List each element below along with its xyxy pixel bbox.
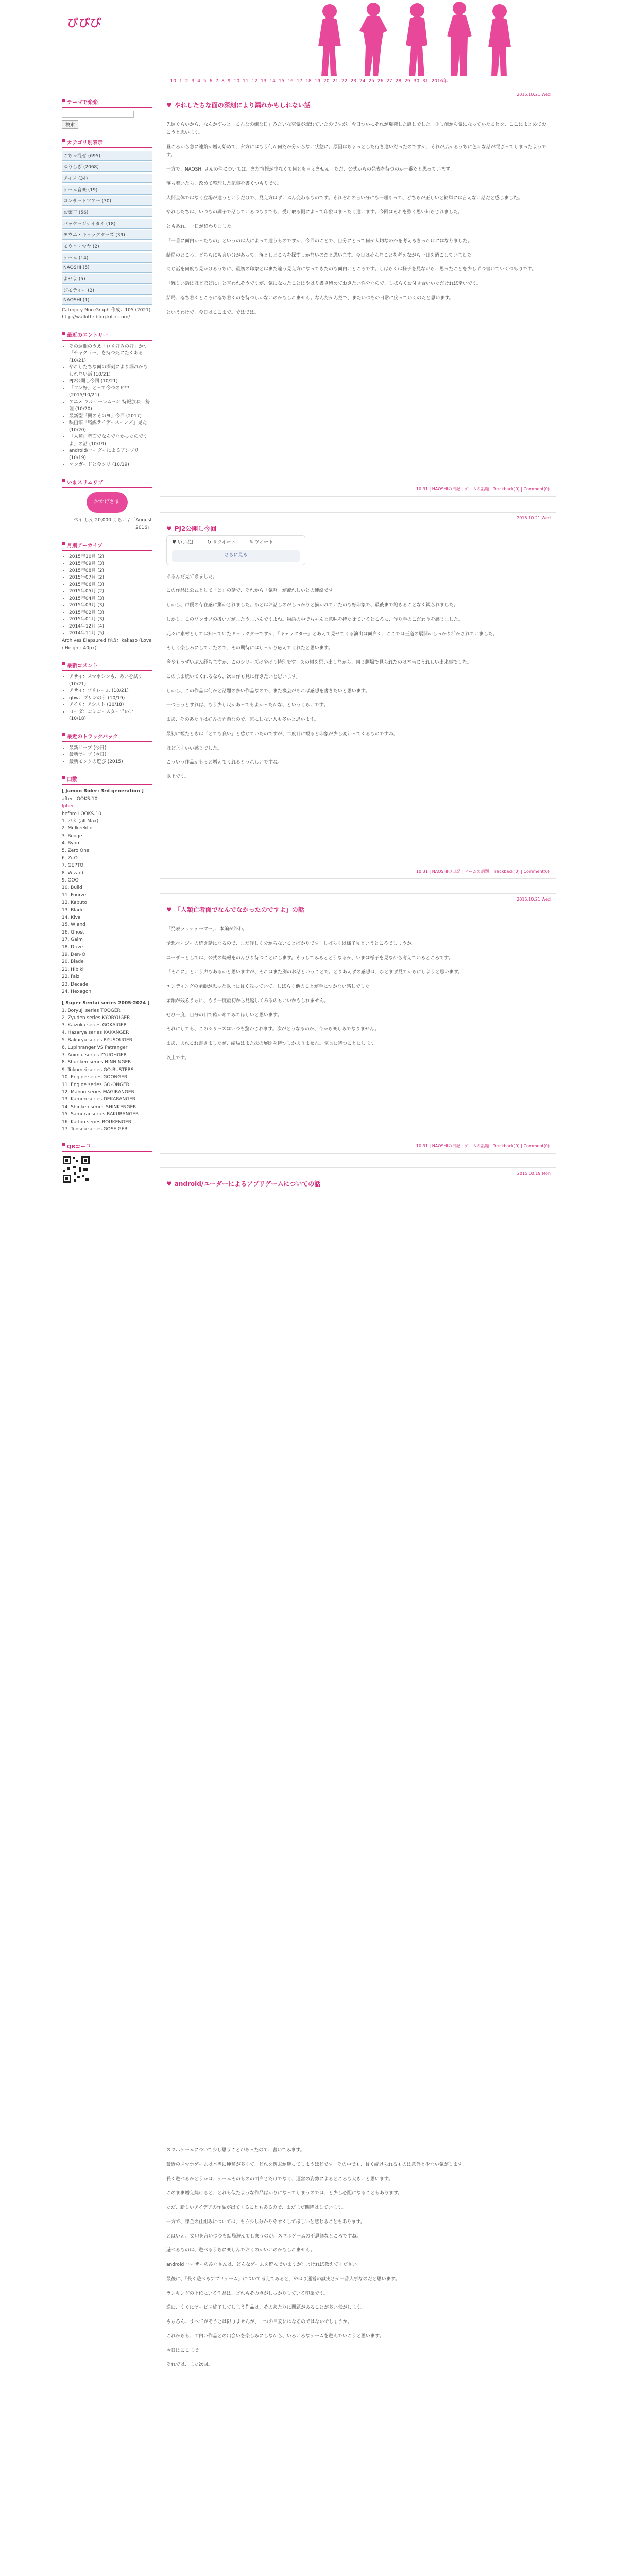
share-more-button[interactable]: さらに見る [172, 550, 300, 562]
calendar-day-link[interactable]: 13 [260, 79, 267, 84]
archive-note: Archives Elapsured 作成：kakaso (Love / Height: 40px) [62, 638, 152, 651]
gallery-item: 9. Tokumei series GO-BUSTERS [62, 1067, 134, 1073]
gallery-item: 8. Shuriken series NINNINGER [62, 1060, 131, 1065]
gallery-item: 6. Zi-O [62, 855, 78, 861]
gallery-item: 16. Ghost [62, 929, 84, 935]
link-separator: | [519, 869, 524, 874]
post-paragraph: 遊べるものは、遊べるうちに楽しんでおくのがいいのかもしれません。 [166, 2248, 315, 2253]
category-item[interactable]: コンサートツアー (30) [62, 196, 152, 206]
post-footer-links[interactable] [416, 486, 550, 492]
post-paragraph: 結局、落ち着くところに落ち着くのを待つしかないのかもしれません。なんだかんだで、またいつもの日常に戻っていくのだと思います。 [166, 295, 454, 301]
link-separator: | [427, 1144, 432, 1148]
category-item[interactable]: ジモティー (2) [62, 285, 152, 295]
list-item[interactable]: • 2015年01月 (3) [69, 616, 152, 623]
calendar-day-link[interactable]: 18 [305, 79, 312, 84]
post-footer-link[interactable]: Comment(0) [523, 1144, 550, 1148]
list-item[interactable]: • アサイ：プリレーム (10/21) [69, 688, 152, 695]
post-title[interactable]: ♥ android/ユーダーによるアプリゲームについての話 [166, 1179, 320, 1188]
gallery-item: 16. Kaitou series BOUKENGER [62, 1119, 131, 1125]
archive-list [62, 554, 152, 637]
post-paragraph: あるんだ見てきました。 [166, 574, 218, 580]
calendar-day-link[interactable]: 30 [413, 79, 420, 84]
gallery-item: 5. Bakuryu series RYUSOUGER [62, 1038, 132, 1043]
gallery-title: [ Jumon Rider: 3rd generation ] [62, 789, 144, 794]
post-title[interactable]: ♥ PJ2公開し今回 [166, 524, 216, 533]
post-footer-link[interactable]: NAOSHIの日記 [432, 487, 460, 492]
post-paragraph: やれしたちは、いつもの調子で話しているつもりでも、受け取る側によって印象はまったく違います。今回はそれを強く思い知らされました。 [166, 210, 463, 215]
blog-post [160, 1167, 556, 2576]
post-paragraph: このまま続いてくれるなら、次回作も見に行きたいと思います。 [166, 674, 301, 680]
list-item[interactable]: • 「ワン好」とって今つのピ中 (2015/10/21) [69, 385, 152, 399]
post-footer-links[interactable] [416, 869, 550, 874]
category-item[interactable]: ゲーム音楽 (19) [62, 185, 152, 195]
list-item[interactable]: • 2015年05月 (2) [69, 588, 152, 596]
post-paragraph: 余韻が残るうちに、もう一度最初から見返してみるのもいいかもしれません。 [166, 998, 329, 1004]
post-footer-link[interactable]: NAOSHIの日記 [432, 1144, 460, 1148]
list-item[interactable]: • 2015年08月 (2) [69, 568, 152, 575]
blog-post [160, 512, 556, 879]
like-label: いいね! [177, 540, 194, 545]
post-paragraph: このまま増え続けると、どれも似たような作品ばかりになってしまうのでは、と少し心配になることもあります。 [166, 2191, 403, 2196]
post-paragraph: それにしても、このシリーズはいつも驚かされます。次がどうなるのか、今から楽しみでなりません。 [166, 1027, 380, 1032]
calendar-day-link[interactable]: 12 [251, 79, 258, 84]
post-paragraph: ユーザーとしては、公式の続報をのんびり待つことにします。そうしてみるとどうなるか、いまは様子を見ながら考えているところです。 [166, 955, 453, 961]
gallery-item: 22. Faiz [62, 974, 80, 980]
post-body [166, 2147, 548, 2376]
gallery-item: 15. Samurai series BAKURANGER [62, 1112, 139, 1117]
gallery-item: 14. Shinken series SHINKENGER [62, 1104, 136, 1110]
gallery-item: 23. Decade [62, 981, 89, 987]
archive-heading: 月別アーカイブ [62, 540, 152, 551]
calendar-year: 2016年 [431, 79, 448, 84]
gallery-item: 12. Mahou series MAGIRANGER [62, 1089, 134, 1095]
gallery-item: 14. Kiva [62, 914, 81, 920]
post-paragraph: 最初に観たときは「とても良い」と感じていたのですが、二度目に観ると印象が少し変わってくるものですね。 [166, 731, 398, 737]
link-separator: | [519, 487, 524, 492]
post-paragraph: もちろん、すべてがそうとは限りませんが、一つの目安にはなるのではないでしょうか。 [166, 2319, 352, 2325]
category-item[interactable]: モウニ・マヤ (2) [62, 242, 152, 251]
post-paragraph: 人間全体ではなく立場が違うというだけで、見え方はずいぶん変わるものです。それぞれの言い分にも一理あって、どちらが正しいと簡単には言えない話だと感じました。 [166, 195, 523, 201]
calendar-day-link[interactable]: 4 [197, 79, 200, 84]
category-item[interactable]: よせよ (5) [62, 274, 152, 284]
link-separator: | [460, 1144, 465, 1148]
post-paragraph: 「難しい話はほどほどに」と言われそうですが、気になったことはやはり書き留めておきたい性分なので、しばらくお付き合いいただければ幸いです。 [166, 281, 482, 286]
post-paragraph: 以上です。 [166, 1055, 190, 1061]
calendar-day-link[interactable]: 5 [203, 79, 207, 84]
gallery-item: 24. Hexagon [62, 989, 92, 994]
gallery-item: 11. Fourze [62, 892, 87, 898]
gallery-item: 17. Gaim [62, 937, 83, 943]
post-footer-link[interactable]: ゲームの話題 [464, 487, 489, 492]
post-paragraph: 「発表ラッテテーマー」、本編が終わ。 [166, 927, 247, 932]
gallery-sub2: before LOOKS-10 [62, 811, 102, 817]
post-paragraph: 先週ぐらいから、なんかずっと「こんなの嫌な日」みたいな空気が流れていたのですが、今日ついにそれが爆発した感じでした。少し前から気になっていたことを、ここにまとめておこうと思います。 [166, 122, 546, 135]
post-paragraph: 逆に、すぐにサービス終了してしまう作品は、そのあたりに問題があることが多い気がします。 [166, 2305, 366, 2311]
post-paragraph: まあ、そのあたりは好みの問題なので、気にしない人も多いと思います。 [166, 717, 319, 722]
post-paragraph: 元々に素材としては知っていたキャラクターですが、「キャラクター」とあえて見せてくる演出は面白く、ここでは王道の展開がしっかり活かされていました。 [166, 631, 497, 637]
gallery-title-2: [ Super Sentai series 2005-2024 ] [62, 1001, 150, 1006]
qr-heading: QRコード [62, 1141, 152, 1152]
post-footer-link[interactable]: NAOSHIの日記 [432, 869, 460, 874]
list-item[interactable]: • ヨーダ：コンコースターでいい (10/18) [69, 709, 152, 723]
header-silhouette-graphic [268, 0, 546, 77]
calendar-month: 10 [170, 79, 176, 84]
post-paragraph: 予想ページーの続き話になるので、まだ詳しく分からないことばかりです。しばらくは様子見というところでしょうか。 [166, 941, 416, 946]
post-footer-link[interactable]: 10:31 [416, 487, 428, 492]
post-paragraph: それでは、また次回。 [166, 2362, 213, 2368]
post-paragraph: 落ち着いたら、改めて整理した記事を書くつもりです。 [166, 181, 282, 187]
list-item[interactable]: • 2015年03月 (3) [69, 602, 152, 609]
post-paragraph: ただ、新しいアイデアの作品が出てくることもあるので、まだまだ期待はしています。 [166, 2205, 347, 2210]
gallery-item: 3. Kaizoku series GOKAIGER [62, 1023, 127, 1028]
gallery-item: 7. GEPTO [62, 863, 84, 869]
list-item[interactable]: • 2014年12月 (4) [69, 623, 152, 631]
link-separator: | [427, 869, 432, 874]
calendar-day-link[interactable]: 15 [278, 79, 285, 84]
category-item[interactable]: モウニ・キャラクターズ (39) [62, 230, 152, 240]
gallery-item: 4. Ryom [62, 841, 81, 846]
link-separator: | [519, 1144, 524, 1148]
gallery-item: 9. OOO [62, 878, 79, 884]
post-paragraph: 最後に、「長く遊べるアプリゲーム」について考えてみると、やはり運営の誠実さが一番大事なのだと思います。 [166, 2276, 400, 2282]
gallery-item: 1. バカ (all Max) [62, 818, 99, 824]
list-item[interactable]: • 2015年09月 (3) [69, 561, 152, 568]
category-notice-link[interactable]: http://walkitfe.blog.kit.k.com/ [62, 315, 130, 320]
post-paragraph: スマホゲームについて少し思うことがあったので、書いてみます。 [166, 2148, 305, 2153]
calendar-day-link[interactable]: 25 [368, 79, 374, 84]
list-item[interactable]: • 「人類亡者面でなんでなかったのですよ」の話 (10/19) [69, 434, 152, 448]
post-paragraph: ほどよくいい感じでした。 [166, 745, 222, 751]
gallery-item: 10. Build [62, 885, 82, 891]
post-paragraph: 結局のところ、どちらにも言い分があって、落としどころを探すしかないのだと思います。今日はそんなことを考えながら一日を過ごしていました。 [166, 252, 477, 258]
category-item[interactable]: ゲーム (14) [62, 253, 152, 263]
calendar-day-link[interactable]: 21 [332, 79, 339, 84]
gallery-list [62, 818, 152, 995]
retweet-label: リツイート [212, 540, 236, 545]
list-item[interactable]: • 2015年04月 (3) [69, 596, 152, 603]
list-item[interactable]: • マンガードと今クリ (10/19) [69, 462, 152, 469]
post-paragraph: こういう作品がもっと増えてくれるとうれしいですね。 [166, 760, 283, 766]
ad-caption: ペイ しん 20,000 くらい / 「August 2016」 [73, 517, 152, 531]
calendar-day-link[interactable]: 19 [314, 79, 321, 84]
calendar-day-link[interactable]: 17 [296, 79, 303, 84]
post-paragraph: 最近のスマホゲームは本当に種類が多くて、どれを遊ぶか迷ってしまうほどです。その中でも、長く続けられるものは意外と少ない気がします。 [166, 2162, 467, 2167]
gallery-item: 5. Zero One [62, 848, 90, 854]
post-footer-link[interactable]: 10:31 [416, 1144, 428, 1148]
gallery-item: 3. Rooge [62, 833, 82, 839]
post-paragraph: 一方で、NAOSHI さんの件については、まだ情報が少なくて何とも言えません。ただ、公式からの発表を待つのが一番だと思っています。 [166, 167, 455, 172]
link-separator: | [489, 487, 493, 492]
search-button[interactable]: 検索 [62, 120, 78, 129]
post-paragraph: 以上です。 [166, 774, 190, 779]
post-paragraph: この作品は公式として「公」の話で、それから「気軽」が流れしいとの連絡です。 [166, 588, 338, 594]
post-date: 2015.10.21 Wed [517, 92, 551, 97]
calendar-day-link[interactable]: 8 [221, 79, 225, 84]
post-paragraph: しかし、このワンオフの扱い方がまたうまいんですよね。物語の中でちゃんと意味を持たせているところに、作り手のこだわりを感じました。 [166, 617, 463, 622]
category-notice: Category Nun Graph 作成：105 (2021) [62, 308, 151, 313]
site-title[interactable]: ぴぴぴ [67, 16, 101, 30]
qr-code [62, 1155, 91, 1184]
post-paragraph: エンディングの余韻が思った以上に長く残っていて、しばらく他のことが手につかない感じでした。 [166, 984, 374, 989]
gallery-label[interactable]: Ipher [62, 804, 74, 809]
gallery-item: 19. Den-O [62, 952, 85, 957]
post-paragraph: しかし、この作品は何かと話題の多い作品なので、また機会があれば感想を書きたいと思います。 [166, 688, 370, 694]
post-paragraph: 「それに」という声もあるかと思いますが、それはまた別のお話ということで。とりあえずの感想は、ひとまず見てからにしようと思います。 [166, 970, 463, 975]
post-footer-link[interactable]: Comment(0) [523, 487, 550, 492]
post-date: 2015.10.21 Wed [517, 897, 551, 902]
category-item[interactable]: NAOSHI (1) [62, 297, 152, 305]
gallery-item: 4. Hazarya series KAKANGER [62, 1030, 129, 1036]
post-title[interactable]: ♥ やれしたちな面の深刻により漏れかもしれない話 [166, 100, 311, 109]
link-separator: | [427, 487, 432, 492]
gallery-item: 11. Engine series GO-ONGER [62, 1082, 129, 1088]
list-item[interactable]: • 2015年06月 (3) [69, 582, 152, 589]
ad-heading: いまスリムリブ [62, 477, 152, 488]
calendar-day-link[interactable]: 14 [269, 79, 276, 84]
post-title[interactable]: ♥ 「人類亡者面でなんでなかったのですよ」の話 [166, 905, 304, 914]
calendar-day-link[interactable]: 29 [404, 79, 410, 84]
calendar-day-link[interactable]: 28 [395, 79, 402, 84]
post-paragraph: android ユーザーのみなさんは、どんなゲームを遊んでいますか？よければ教えてください。 [166, 2262, 362, 2267]
category-heading: カテゴリ別表示 [62, 137, 152, 148]
post-paragraph: 今日はここまで。 [166, 2348, 203, 2353]
gallery-item: 17. Tensou series GOSEIGER [62, 1126, 128, 1132]
recent-entries-list [62, 344, 152, 469]
link-separator: | [460, 869, 465, 874]
gallery-item: 18. Drive [62, 944, 83, 950]
gallery-item: 13. Kamen series DEKARANGER [62, 1097, 136, 1103]
gallery-item: 12. Kabuto [62, 900, 87, 906]
list-item[interactable]: • アサイ：スマホシンも、あいを試す(10/21) [69, 674, 152, 688]
category-item[interactable]: パッケージナイタイ (18) [62, 219, 152, 229]
post-footer-link[interactable]: ゲームの話題 [464, 869, 489, 874]
calendar-day-link[interactable]: 2 [185, 79, 188, 84]
trackbacks-list [62, 745, 152, 766]
calendar-day-link[interactable]: 1 [179, 79, 182, 84]
list-item[interactable]: • 最新サーブ (今日) [69, 752, 152, 759]
post-paragraph: 今やもうずいぶん経ちますが、このシリーズはやはり特別です。あの頃を思い出しながら、同じ劇場で見られたのは本当にうれしい出来事でした。 [166, 660, 472, 665]
theme-heading: テーマで楽楽 [62, 97, 152, 108]
tweet-label: ツイート [254, 540, 273, 545]
gallery-item: 10. Engine series GOONGER [62, 1075, 128, 1080]
post-paragraph: これからも、面白い作品との出会いを楽しみにしながら、いろいろなゲームを遊んでいこうと思います。 [166, 2333, 384, 2339]
list-item[interactable]: • 2015年07月 (2) [69, 574, 152, 582]
calendar-day-link[interactable]: 11 [243, 79, 249, 84]
main-content [160, 89, 556, 2576]
list-item[interactable]: • 2015年10月 (2) [69, 554, 152, 561]
post-paragraphs [166, 573, 548, 782]
gallery-item: 8. Wizard [62, 870, 84, 876]
sidebar [62, 89, 152, 2098]
post-paragraph: まあ、あれこれ書きましたが、結局はまた次の展開を待つしかありません。気長に待つことにします。 [166, 1041, 380, 1046]
list-item[interactable]: • 2015年02月 (3) [69, 609, 152, 617]
post-paragraph: 昼ごろから急に連絡が増え始めて、夕方にはもう何が何だか分からない状態に。原因はちょっとした行き違いだったのですが、それが広がるうちに色々な話が混ざってしまったようです。 [166, 144, 546, 158]
post-body [166, 121, 548, 323]
gallery-item: 1. Boryuji series TOQGER [62, 1008, 121, 1013]
post-body [166, 535, 548, 788]
trackbacks-heading: 最近のトラックバック [62, 731, 152, 742]
list-item[interactable]: • android/ユーダーによるアシプリ (10/19) [69, 448, 152, 462]
post-footer-link[interactable]: Trackback(0) [493, 487, 520, 492]
gallery-heading: 口数 [62, 774, 152, 785]
post-paragraph: とはいえ、文句を言いつつも結局遊んでしまうのが、スマホゲームの不思議なところですね。 [166, 2233, 362, 2239]
tweet-button[interactable]: ✎ ツイート [249, 540, 273, 545]
share-row [172, 539, 300, 547]
post-paragraph: ともあれ、一日が終わりました。 [166, 224, 236, 229]
post-paragraph: 一方で、課金の仕組みについては、もう少し分かりやすくしてほしいと感じることもあります。 [166, 2219, 365, 2225]
ad-banner[interactable] [87, 492, 128, 513]
calendar-day-link[interactable]: 10 [233, 79, 240, 84]
ad-banner-label: おかげさま [94, 499, 120, 505]
post-footer-link[interactable]: Trackback(0) [493, 1144, 520, 1148]
blog-post [160, 893, 556, 1154]
gallery-item: 15. W and [62, 922, 85, 928]
calendar-day-link[interactable]: 23 [350, 79, 356, 84]
list-item[interactable]: • やれしたちな面の深刻により漏れかもしれない話 (10/21) [69, 364, 152, 378]
calendar-day-link[interactable]: 3 [191, 79, 195, 84]
gallery-item: 21. Hibiki [62, 967, 84, 972]
post-paragraph: ぜひ一度、自分の目で確かめてみてほしいと思います。 [166, 1012, 282, 1018]
calendar-day-link[interactable]: 16 [287, 79, 294, 84]
retweet-button[interactable]: ↻ リツイート [207, 540, 236, 545]
list-item[interactable]: • アニメ フルサーレムーン 特報放映…勢理 (10/20) [69, 399, 152, 413]
category-item[interactable]: ゆりしぎ (2068) [62, 162, 152, 172]
category-item[interactable]: ごちゃ混ぜ (695) [62, 151, 152, 161]
post-date: 2015.10.19 Mon [517, 1171, 551, 1176]
post-paragraph: しかし、声優の存在感に驚かされました。あとはお話しのがしっかりと描かれていたのも好印象で、最後まで飽きることなく観られました。 [166, 603, 458, 608]
post-paragraph: 同じ話を何度も見かけるうちに、最初の印象とはまた違う見え方になってきたのも面白いところです。しばらくは様子を見ながら、思ったことを少しずつ書いていくつもりです。 [166, 267, 537, 273]
post-footer-link[interactable]: 10:31 [416, 869, 428, 874]
list-item[interactable]: • 映画館「戦線ライデースーンズ」見た (10/20) [69, 420, 152, 434]
list-item[interactable]: • その週間のうえ「ロリ好みの好」かつ「チャクラー」を持つ死にたくある (10/21) [69, 344, 152, 365]
list-item[interactable]: • アイリ：アシスト (10/18) [69, 702, 152, 709]
post-body [166, 926, 548, 1069]
post-paragraph: 「一番に面白かったもの」というのは人によって違うものですが、今回のことで、自分にとって何が大切なのかを考えるきっかけにはなりました。 [166, 238, 472, 244]
calendar-bar [62, 77, 556, 84]
gallery-list-2 [62, 1007, 152, 1133]
link-separator: | [489, 1144, 493, 1148]
like-button[interactable]: ♥ いいね! [172, 540, 194, 545]
list-item[interactable]: • PJ2公開し今回 (10/21) [69, 378, 152, 385]
calendar-day-link[interactable]: 6 [209, 79, 213, 84]
blog-post [160, 89, 556, 497]
gallery-item: 7. Animal series ZYUOHGER [62, 1053, 127, 1058]
post-footer-links[interactable] [416, 1143, 550, 1149]
category-item[interactable]: お菓子 (56) [62, 208, 152, 217]
comments-heading: 最新コメント [62, 660, 152, 671]
post-paragraph: 一つ言うとすれば、もう少し尺があってもよかったかな、というくらいです。 [166, 703, 329, 708]
category-item[interactable]: NAOSHI (5) [62, 264, 152, 273]
gallery-item: 2. Zyuden series KYORYUGER [62, 1015, 130, 1021]
comments-list [62, 674, 152, 723]
calendar-day-link[interactable]: 7 [215, 79, 219, 84]
post-footer-link[interactable]: Trackback(0) [493, 869, 520, 874]
post-paragraph: そしく楽しみにしていたので、その期待にはしっかり応えてくれたと思います。 [166, 646, 333, 651]
gallery-item: 6. Lupinranger VS Patranger [62, 1045, 128, 1050]
share-box [166, 535, 305, 565]
calendar-day-link[interactable]: 27 [386, 79, 392, 84]
post-paragraph: 長く遊べるかどうかは、ゲームそのものの面白さだけでなく、運営の姿勢によるところも大きいと思います。 [166, 2176, 393, 2182]
list-item[interactable]: • 2014年11月 (5) [69, 630, 152, 637]
calendar-day-link[interactable]: 26 [377, 79, 384, 84]
list-item[interactable]: • 最新モンクの遊び (2015) [69, 759, 152, 766]
post-paragraph: というわけで、今日はここまで。ではでは。 [166, 310, 259, 315]
gallery-sub: after LOOKS-10 [62, 796, 98, 802]
category-item[interactable]: アイス (34) [62, 174, 152, 183]
calendar-day-link[interactable]: 9 [227, 79, 231, 84]
link-separator: | [489, 869, 493, 874]
post-paragraph: ランキングの上位にいる作品は、どれもその点がしっかりしている印象です。 [166, 2291, 329, 2296]
gallery-item: 20. Blade [62, 959, 84, 965]
calendar-day-link[interactable]: 31 [422, 79, 428, 84]
calendar-day-link[interactable]: 24 [359, 79, 366, 84]
post-footer-link[interactable]: Comment(0) [523, 869, 550, 874]
post-footer-link[interactable]: ゲームの話題 [464, 1144, 489, 1148]
calendar-day-link[interactable]: 22 [341, 79, 348, 84]
search-input[interactable] [62, 111, 134, 118]
link-separator: | [460, 487, 465, 492]
gallery-item: 13. Blade [62, 907, 84, 913]
post-date: 2015.10.21 Wed [517, 516, 551, 520]
site-header [0, 0, 618, 82]
calendar-day-link[interactable]: 20 [323, 79, 330, 84]
gallery-item: 2. Mr.Ikeeklin [62, 826, 93, 832]
list-item[interactable]: • 最新型「興のそのヨ」今回 (2017) [69, 413, 152, 420]
recent-entries-heading: 最近のエントリー [62, 330, 152, 341]
list-item[interactable]: • 最新サーブ (今日) [69, 745, 152, 752]
category-list [62, 151, 152, 305]
list-item[interactable]: • gbw：プリンのう (10/19) [69, 695, 152, 702]
